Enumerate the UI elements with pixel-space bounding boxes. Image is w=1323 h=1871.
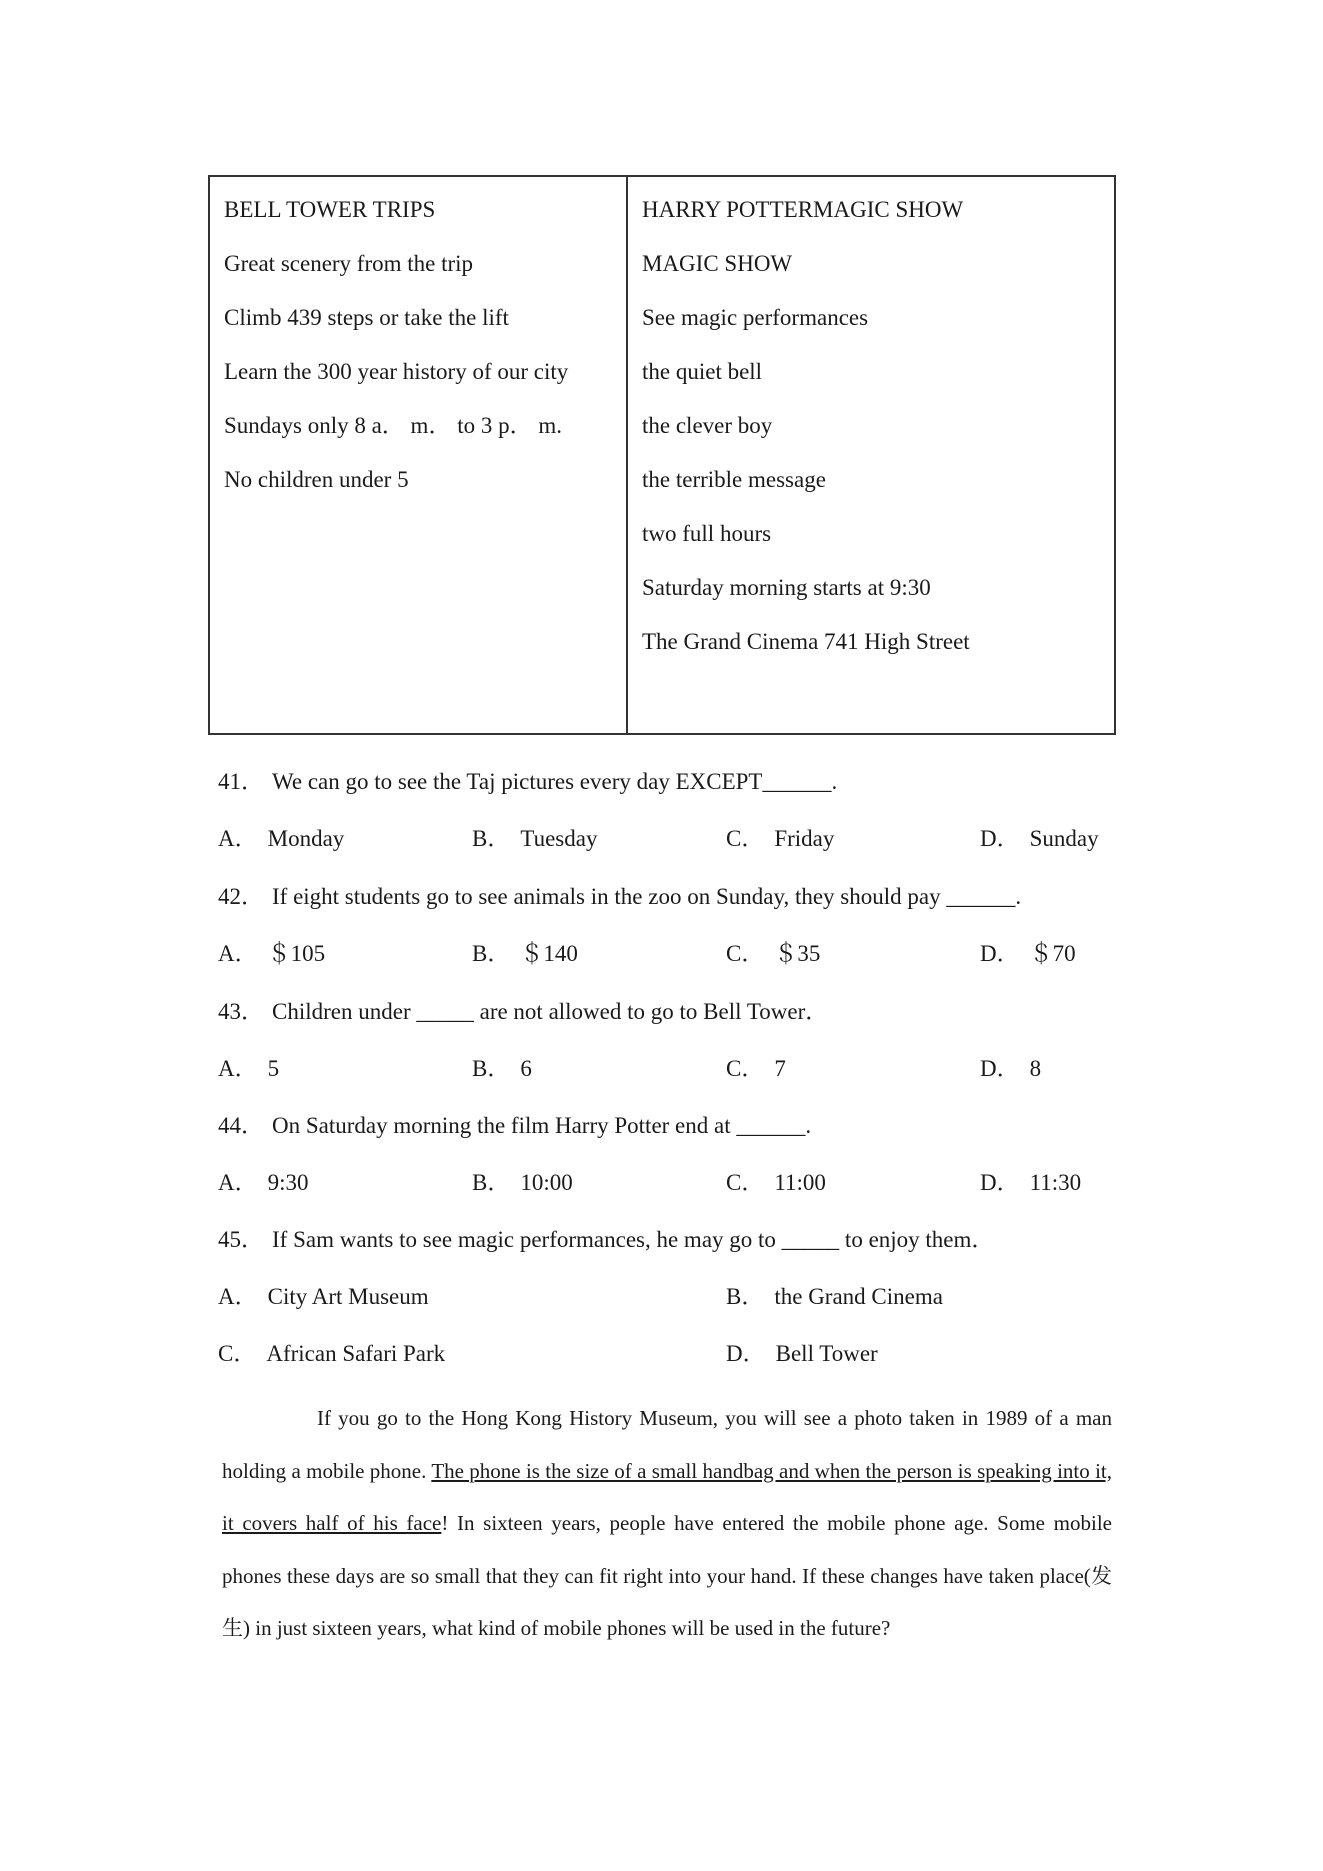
question-number: 42． <box>218 884 264 909</box>
option-a[interactable]: A． Monday <box>218 826 345 851</box>
magic-show-line: See magic performances <box>642 305 869 330</box>
question-text: Children under _____ are not allowed to go to Bell Tower． <box>272 999 829 1024</box>
options-45-row-2 <box>218 1339 1118 1369</box>
question-number: 43． <box>218 999 264 1024</box>
bell-tower-column <box>210 177 628 733</box>
question-number: 41． <box>218 769 264 794</box>
option-b[interactable]: B． Tuesday <box>472 826 598 851</box>
bell-tower-line: Great scenery from the trip <box>224 251 474 276</box>
options-45-row-1 <box>218 1282 1118 1312</box>
question-43 <box>218 997 1118 1027</box>
magic-show-line: two full hours <box>642 521 772 546</box>
option-a[interactable]: A． ＄105 <box>218 941 326 966</box>
question-42 <box>218 882 1118 912</box>
options-43 <box>218 1054 1118 1084</box>
question-41 <box>218 767 1118 797</box>
question-45 <box>218 1225 1118 1255</box>
magic-show-line: HARRY POTTERMAGIC SHOW <box>642 197 964 222</box>
bell-tower-line: Learn the 300 year history of our city <box>224 359 569 384</box>
option-c[interactable]: C． Friday <box>726 826 835 851</box>
magic-show-line: the terrible message <box>642 467 826 492</box>
bell-tower-line: Climb 439 steps or take the lift <box>224 305 509 330</box>
bell-tower-line: No children under 5 <box>224 467 409 492</box>
reading-passage <box>222 1392 1112 1655</box>
magic-show-line: the clever boy <box>642 413 773 438</box>
option-a[interactable]: A． 9:30 <box>218 1170 309 1195</box>
option-b[interactable]: B． 10:00 <box>472 1170 573 1195</box>
option-d[interactable]: D． 8 <box>980 1056 1042 1081</box>
magic-show-line: the quiet bell <box>642 359 763 384</box>
magic-show-line: The Grand Cinema 741 High Street <box>642 629 970 654</box>
magic-show-column <box>628 177 1114 733</box>
option-b[interactable]: B． 6 <box>472 1056 532 1081</box>
magic-show-line: Saturday morning starts at 9:30 <box>642 575 931 600</box>
option-c[interactable]: C． African Safari Park <box>218 1341 446 1366</box>
bell-tower-line: BELL TOWER TRIPS <box>224 197 436 222</box>
passage-underlined-sentence: The phone is the size of a small handbag and when the person is speaking into it, it covers half of his face <box>222 1458 1112 1535</box>
option-d[interactable]: D． Sunday <box>980 826 1099 851</box>
question-number: 45． <box>218 1227 264 1252</box>
question-44 <box>218 1111 1118 1141</box>
options-44 <box>218 1168 1118 1198</box>
option-d[interactable]: D． ＄70 <box>980 941 1076 966</box>
option-b[interactable]: B． the Grand Cinema <box>726 1284 943 1309</box>
bell-tower-line: Sundays only 8 a． m． to 3 p． m. <box>224 413 562 438</box>
option-d[interactable]: D． 11:30 <box>980 1170 1082 1195</box>
passage-text-before: If you go to the Hong Kong History Museum, you will see a photo taken in 1989 of a man holding a mobile phone. <box>222 1406 1112 1483</box>
option-b[interactable]: B． ＄140 <box>472 941 578 966</box>
option-a[interactable]: A． 5 <box>218 1056 280 1081</box>
option-a[interactable]: A． City Art Museum <box>218 1284 429 1309</box>
option-d[interactable]: D． Bell Tower <box>726 1341 878 1366</box>
info-table <box>208 175 1116 735</box>
passage-text-after: ! In sixteen years, people have entered the mobile phone age. Some mobile phones these days are so small that they can fit right into your hand. If these changes have taken place(发生) in just sixteen years, what kind of mobile phones will be used in the future? <box>222 1511 1112 1640</box>
option-c[interactable]: C． 7 <box>726 1056 786 1081</box>
option-c[interactable]: C． ＄35 <box>726 941 821 966</box>
options-41 <box>218 824 1118 854</box>
options-42 <box>218 939 1118 969</box>
question-text: If Sam wants to see magic performances, he may go to _____ to enjoy them． <box>272 1227 995 1252</box>
question-text: On Saturday morning the film Harry Potter end at ______. <box>272 1113 812 1138</box>
magic-show-line: MAGIC SHOW <box>642 251 793 276</box>
option-c[interactable]: C． 11:00 <box>726 1170 826 1195</box>
question-text: We can go to see the Taj pictures every day EXCEPT______. <box>272 769 838 794</box>
question-number: 44． <box>218 1113 264 1138</box>
question-text: If eight students go to see animals in the zoo on Sunday, they should pay ______. <box>272 884 1022 909</box>
